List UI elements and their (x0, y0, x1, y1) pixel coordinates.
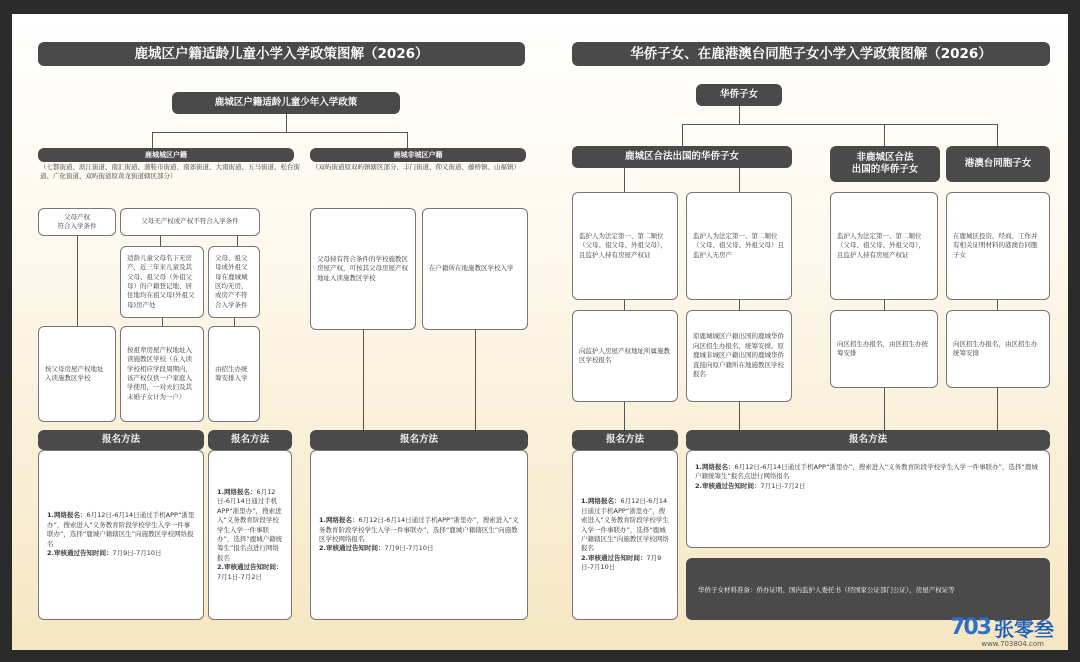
result-non-lucheng: 向区招生办报名，由区招生办统筹安排 (830, 310, 938, 388)
left-title: 鹿城区户籍适龄儿童小学入学政策图解（2026） (38, 42, 525, 66)
left-root-node: 鹿城区户籍适龄儿童少年入学政策 (172, 92, 400, 114)
result-hmt: 向区招生办报名，由区招生办统筹安排 (946, 310, 1050, 388)
right-title: 华侨子女、在鹿港澳台同胞子女小学入学政策图解（2026） (572, 42, 1050, 66)
policy-sheet (12, 14, 1068, 650)
noncity-hukou-school: 在户籍所在地施教区学校入学 (422, 208, 528, 330)
result-overseas-property: 向监护人房屋产权地址所属施教区学校报名 (572, 310, 678, 402)
hukou-city-desc: （七都街道、滨江街道、南汇街道、蒲鞋市街道、南郊街道、大南街道、五马街道、松台街道、广化街道、双屿街道原黄龙街道辖区部分） (40, 163, 300, 181)
category-hk-macao-taiwan: 港澳台同胞子女 (946, 146, 1050, 182)
category-lucheng-overseas: 鹿城区合法出国的华侨子女 (572, 146, 792, 168)
condition-parents-property: 父母产权 符合入学条件 (38, 208, 116, 236)
hukou-noncity-node: 鹿城非城区户籍 (310, 148, 526, 162)
condition-overseas-property: 监护人为法定第一、第二顺位（父母、祖父母、外祖父母），且监护人持有房屋产权证 (572, 192, 678, 300)
right-root-node: 华侨子女 (696, 84, 782, 106)
reg-panel-3: 1.网络报名：6月12日-6月14日通过手机APP“浙里办”，搜索进入“义务教育阶段学校学生入学一件事联办”，选择“鹿城户籍辖区生”向施教区学校网络报名 2.审核通过告知时间：7月9日-7月10日 (310, 450, 528, 620)
watermark-brand: 张零叁 (994, 617, 1054, 641)
reg-panel-1: 1.网络报名：6月12日-6月14日通过手机APP“浙里办”，搜索进入“义务教育阶段学校学生入学一件事联办”，选择“鹿城户籍辖区生”向施教区学校网络报名 2.审核通过告知时间：7月9日-7月10日 (38, 450, 204, 620)
result-overseas-no-property: 原鹿城城区户籍出国的鹿城华侨向区招生办报名，统筹安排。原鹿城非城区户籍出国的鹿城华侨直接向原户籍所在地施教区学校报名 (686, 310, 792, 402)
materials-note: 华侨子女材料准备：侨办证明、国内监护人委托书（经国家公证部门公证），房屋产权证等 (686, 558, 1050, 620)
watermark-url: www.703804.com (981, 640, 1044, 648)
reg-panel-5: 1.网络报名：6月12日-6月14日通过手机APP“浙里办”，搜索进入“义务教育阶段学校学生入学一件事联办”，选择“鹿城户籍统筹生”报名点进行网络报名 2.审核通过告知时间：7月1日-7月2日 (686, 450, 1050, 548)
result-parents-address: 按父母房屋产权地址入读施教区学校 (38, 326, 116, 422)
reg-header-5: 报名方法 (686, 430, 1050, 450)
reg-header-3: 报名方法 (310, 430, 528, 450)
hukou-noncity-desc: （双屿街道原双屿镇辖区部分、丰门街道、仰义街道、藤桥镇、山福镇） (312, 163, 520, 171)
condition-grandparents: 适龄儿童父母名下无房产，近三年来儿童及其父母、祖父母（外祖父母）的户籍登记地、居住地均在祖父母(外祖父母)房产处 (120, 246, 204, 318)
category-non-lucheng-overseas: 非鹿城区合法 出国的华侨子女 (830, 146, 940, 182)
result-arrange: 由招生办统筹安排入学 (208, 326, 260, 422)
hukou-city-node: 鹿城城区户籍 (38, 148, 294, 162)
condition-hmt: 在鹿城区投资、经商、工作并有相关证明材料的港澳台同胞子女 (946, 192, 1050, 300)
watermark (950, 613, 1054, 642)
noncity-parents-property: 父母持有符合条件的学校施教区房屋产权，可按其父母房屋产权地址入读施教区学校 (310, 208, 416, 330)
reg-panel-2: 1.网络报名：6月12日-6月14日通过手机APP“浙里办”，搜索进入“义务教育阶段学校学生入学一件事联办”，选择“鹿城户籍统筹生”报名点进行网络报名 2.审核通过告知时间：7月1日-7月2日 (208, 450, 292, 620)
condition-non-lucheng: 监护人为法定第一、第二顺位（父母、祖父母、外祖父母），且监护人持有房屋产权证 (830, 192, 938, 300)
reg-panel-4: 1.网络报名：6月12日-6月14日通过手机APP“浙里办”，搜索进入“义务教育阶段学校学生入学一件事联办”，选择“鹿城户籍辖区生”向施教区学校网络报名 2.审核通过告知时间：7月9日-7月10日 (572, 450, 678, 620)
condition-no-property: 父母无产权或产权不符合入学条件 (120, 208, 260, 236)
watermark-logo-icon: 703 (950, 615, 990, 640)
condition-overseas-no-property: 监护人为法定第一、第二顺位（父母、祖父母、外祖父母）且监护人无房产 (686, 192, 792, 300)
condition-no-house: 父母、祖父母或外祖父母在鹿城城区均无房，或房产不符合入学条件 (208, 246, 260, 318)
result-grandparents-address: 按祖辈房屋产权地址入读施教区学校（在入读学校相应学段周期内，该产权仅供一户家庭入学使用，一对夫妇及其未婚子女计为一户） (120, 326, 204, 422)
reg-header-4: 报名方法 (572, 430, 678, 450)
reg-header-1: 报名方法 (38, 430, 204, 450)
reg-header-2: 报名方法 (208, 430, 292, 450)
